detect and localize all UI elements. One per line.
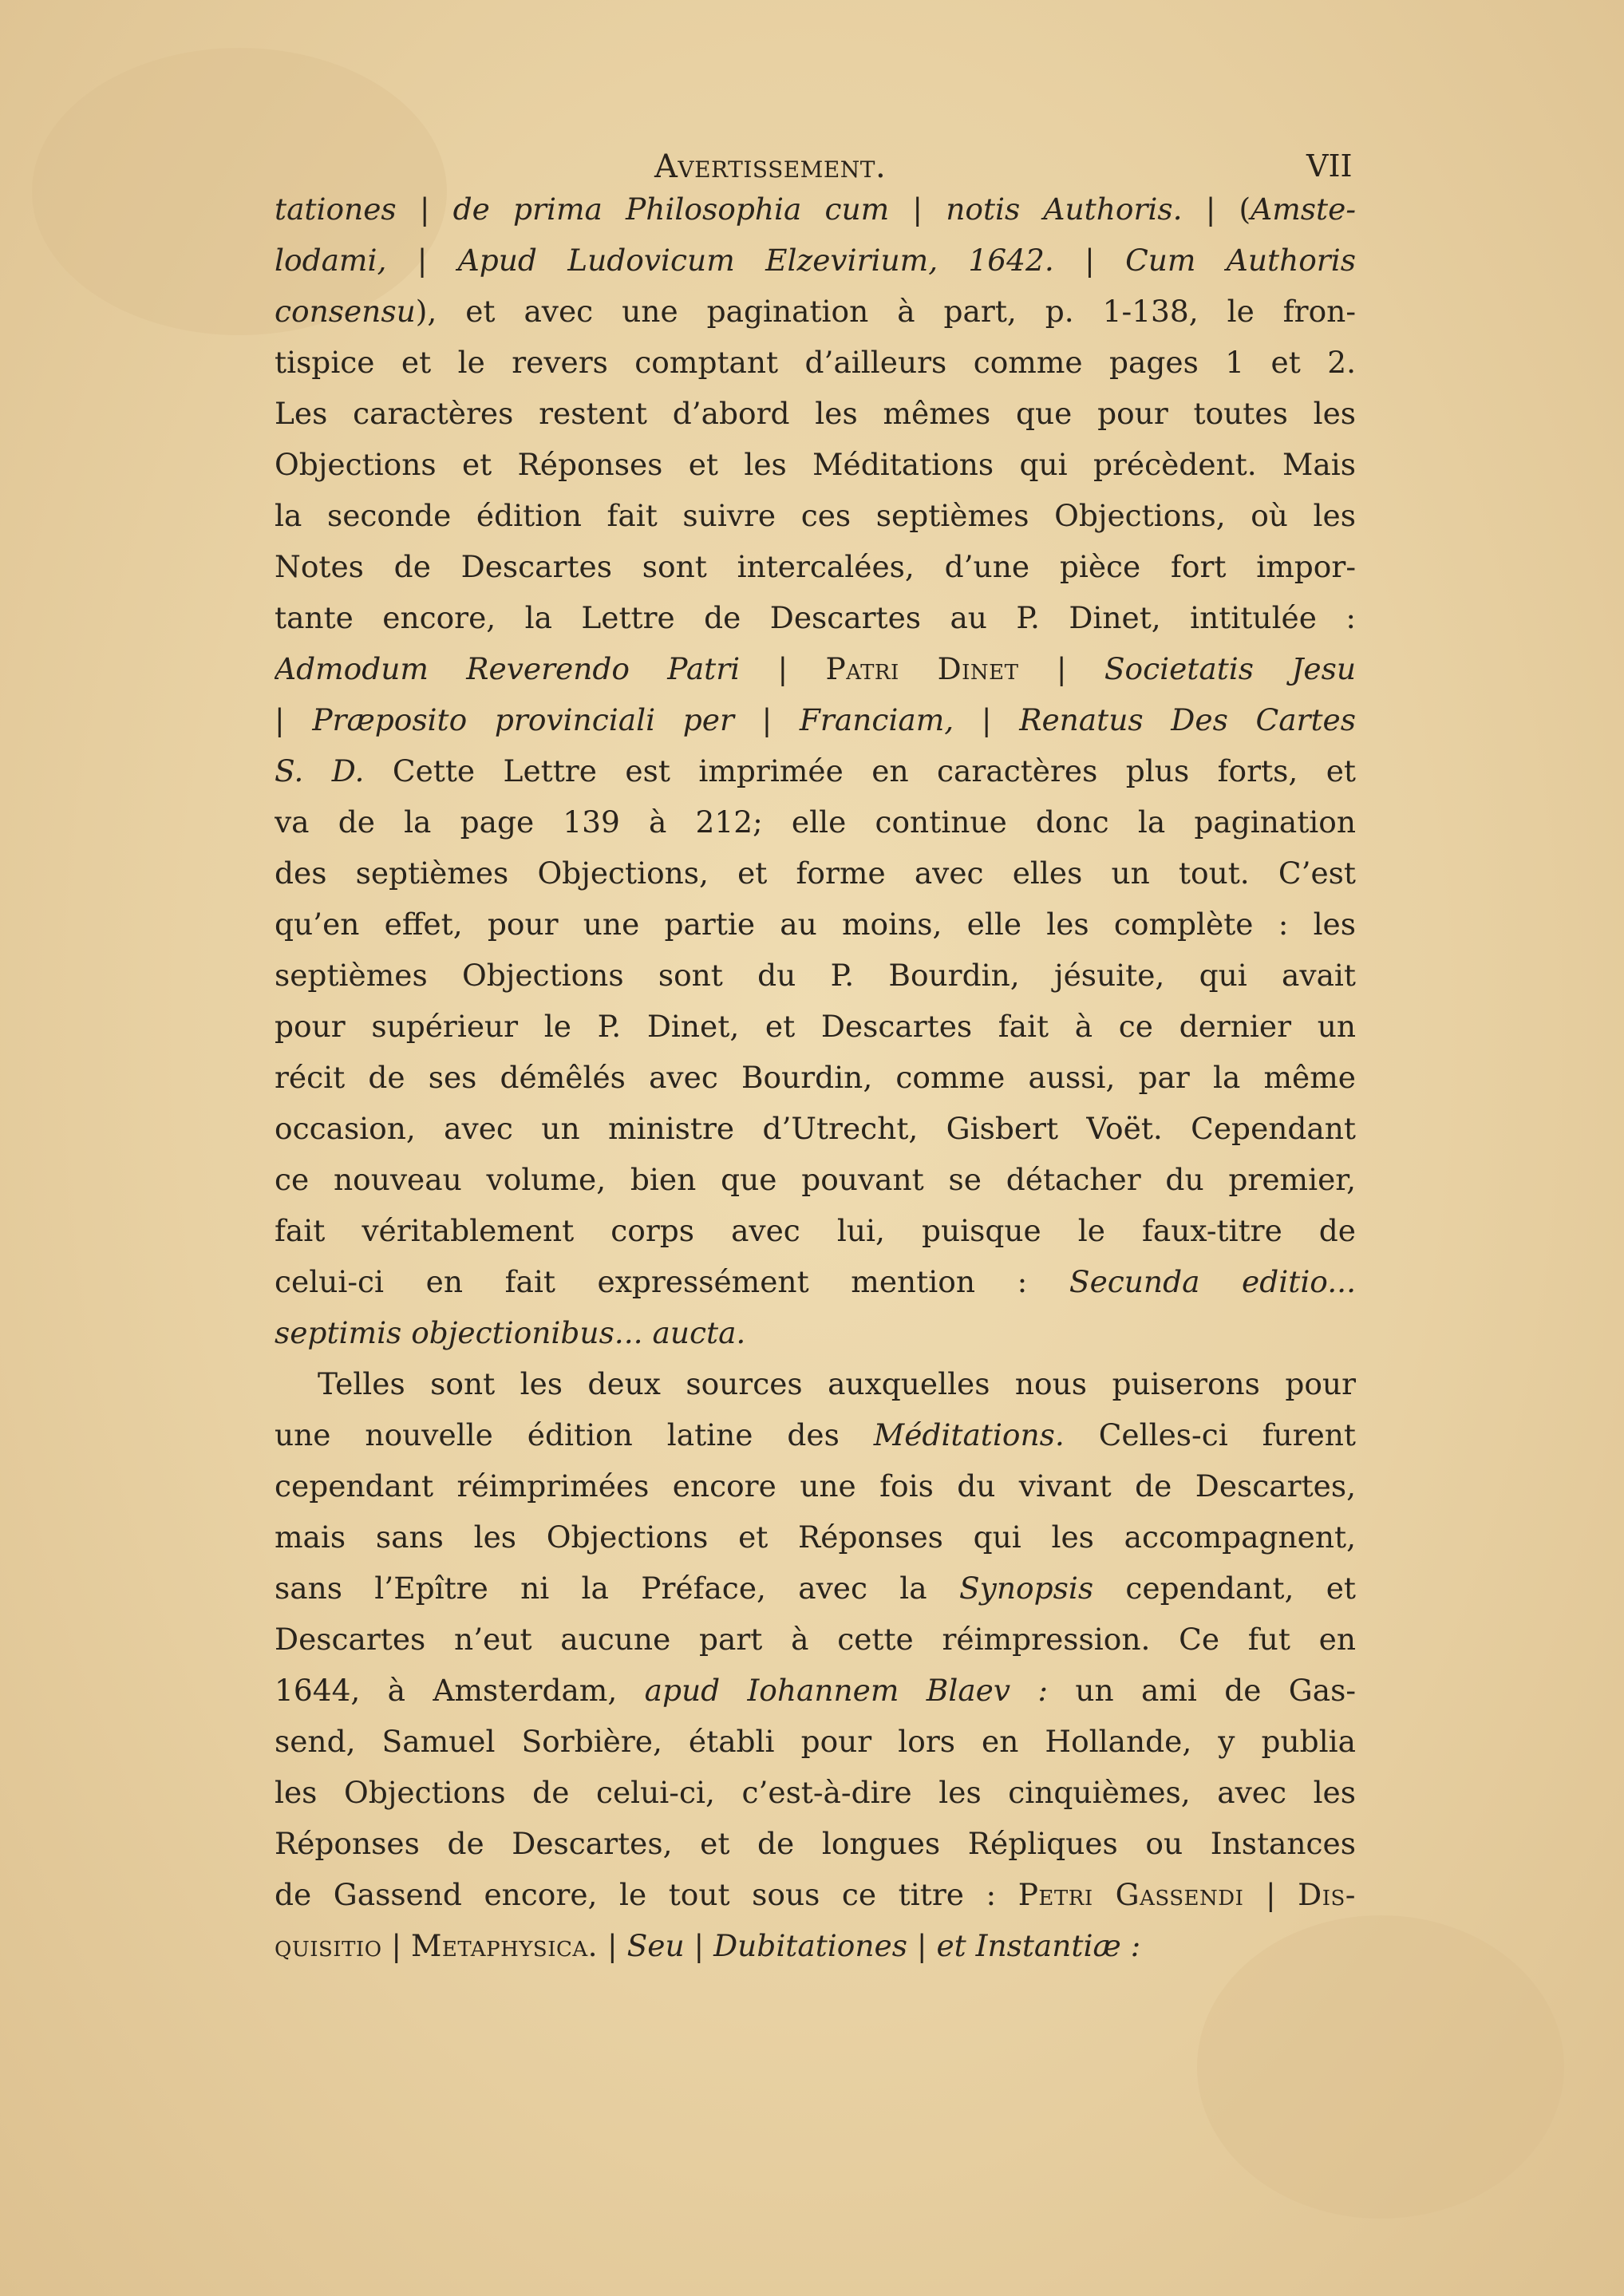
text-segment: tante encore, la Lettre de Descartes au P. Dinet, intitulée : xyxy=(275,600,1356,635)
text-segment: Dubitationes xyxy=(713,1928,907,1963)
text-segment: | xyxy=(386,243,458,278)
text-line xyxy=(275,286,1356,337)
text-segment: une nouvelle édition latine des xyxy=(275,1417,874,1452)
text-segment: occasion, avec un ministre d’Utrecht, Gisbert Voët. Cependant xyxy=(275,1111,1356,1146)
text-segment: | xyxy=(396,192,453,227)
text-segment: Franciam, xyxy=(799,702,954,737)
text-line xyxy=(275,1307,1356,1358)
text-segment: | xyxy=(907,1928,937,1963)
running-head-title: Avertissement. xyxy=(654,148,887,185)
text-line xyxy=(275,1869,1356,1920)
text-segment: la seconde édition fait suivre ces septièmes Objections, où les xyxy=(275,498,1356,533)
text-line xyxy=(275,1358,1356,1409)
text-line xyxy=(275,541,1356,592)
text-line xyxy=(275,388,1356,439)
text-segment: S. D. xyxy=(275,753,365,788)
text-segment: notis Authoris. xyxy=(946,192,1183,227)
text-line xyxy=(275,490,1356,541)
text-segment: Admodum Reverendo Patri xyxy=(275,651,741,686)
text-line xyxy=(275,1460,1356,1512)
text-segment: septimis objectionibus... aucta. xyxy=(275,1315,746,1350)
text-line xyxy=(275,1205,1356,1256)
text-line xyxy=(275,694,1356,745)
text-segment: de Gassend encore, le tout sous ce titre : xyxy=(275,1877,1018,1912)
text-line xyxy=(275,1920,1356,1971)
text-segment: Cum Authoris xyxy=(1125,243,1356,278)
text-line xyxy=(275,235,1356,286)
text-segment: Descartes n’eut aucune part à cette réimpression. Ce fut en xyxy=(275,1622,1356,1657)
text-segment: quisitio xyxy=(275,1928,382,1963)
text-segment: va de la page 139 à 212; elle continue donc la pagination xyxy=(275,804,1356,840)
text-segment: | xyxy=(1053,243,1126,278)
text-line xyxy=(275,1563,1356,1614)
text-segment: Objections et Réponses et les Méditations qui précèdent. Mais xyxy=(275,447,1356,482)
text-line xyxy=(275,439,1356,490)
text-line xyxy=(275,796,1356,848)
text-segment: send, Samuel Sorbière, établi pour lors en Hollande, y publia xyxy=(275,1724,1356,1759)
text-segment: Réponses de Descartes, et de longues Répliques ou Instances xyxy=(275,1826,1356,1861)
text-segment: Societatis Jesu xyxy=(1104,651,1356,686)
text-segment: tispice et le revers comptant d’ailleurs comme pages 1 et 2. xyxy=(275,345,1356,380)
text-segment: septièmes Objections sont du P. Bourdin, jésuite, qui avait xyxy=(275,958,1356,993)
text-segment: consensu xyxy=(275,294,416,329)
text-segment: | xyxy=(598,1928,627,1963)
text-segment: Apud Ludovicum Elzevirium, 1642. xyxy=(457,243,1054,278)
text-segment: cependant réimprimées encore une fois du vivant de Descartes, xyxy=(275,1468,1356,1504)
text-segment: Petri Gassendi xyxy=(1017,1877,1244,1912)
text-segment: | xyxy=(740,651,826,686)
text-segment: Metaphysica. xyxy=(411,1928,599,1963)
text-line xyxy=(275,643,1356,694)
text-segment: récit de ses démêlés avec Bourdin, comme aussi, par la même xyxy=(275,1060,1356,1095)
text-line xyxy=(275,1716,1356,1767)
text-line xyxy=(275,1052,1356,1103)
text-segment: Dis- xyxy=(1298,1877,1356,1912)
text-segment: tationes xyxy=(275,192,397,227)
text-segment: qu’en effet, pour une partie au moins, elle les complète : les xyxy=(275,907,1356,942)
text-line xyxy=(275,1154,1356,1205)
text-segment: Méditations. xyxy=(873,1417,1065,1452)
text-segment: apud Iohannem Blaev : xyxy=(644,1673,1049,1708)
text-line xyxy=(275,950,1356,1001)
text-line xyxy=(275,848,1356,899)
text-segment: des septièmes Objections, et forme avec elles un tout. C’est xyxy=(275,856,1356,891)
text-segment: Præposito provinciali per xyxy=(312,702,734,737)
text-segment: Renatus Des Cartes xyxy=(1019,702,1356,737)
text-segment: Synopsis xyxy=(958,1571,1094,1606)
text-segment: cependant, et xyxy=(1093,1571,1356,1606)
text-segment: 1644, à Amsterdam, xyxy=(275,1673,645,1708)
text-segment: pour supérieur le P. Dinet, et Descartes fait à ce dernier un xyxy=(275,1009,1356,1044)
text-segment: Secunda editio... xyxy=(1069,1264,1356,1299)
text-segment: Patri Dinet xyxy=(825,651,1019,686)
text-line xyxy=(275,1409,1356,1460)
text-segment: Telles sont les deux sources auxquelles nous puiserons pour xyxy=(318,1366,1356,1401)
text-segment: Seu xyxy=(626,1928,685,1963)
text-line xyxy=(275,592,1356,643)
text-line xyxy=(275,337,1356,388)
text-segment: un ami de Gas- xyxy=(1048,1673,1356,1708)
text-segment: fait véritablement corps avec lui, puisque le faux-titre de xyxy=(275,1213,1356,1248)
text-line xyxy=(275,1512,1356,1563)
text-segment: les Objections de celui-ci, c’est-à-dire les cinquièmes, avec les xyxy=(275,1775,1356,1810)
text-segment: Notes de Descartes sont intercalées, d’une pièce fort impor- xyxy=(275,549,1356,584)
text-segment: mais sans les Objections et Réponses qui les accompagnent, xyxy=(275,1519,1356,1555)
text-line xyxy=(275,1665,1356,1716)
text-line xyxy=(275,1767,1356,1818)
text-segment: | xyxy=(889,192,946,227)
text-segment: lodami, xyxy=(275,243,387,278)
text-segment: | xyxy=(684,1928,714,1963)
text-segment: de prima Philosophia cum xyxy=(452,192,890,227)
text-line xyxy=(275,899,1356,950)
text-segment: | xyxy=(954,702,1020,737)
text-segment: celui-ci en fait expressément mention : xyxy=(275,1264,1069,1299)
text-segment: Cette Lettre est imprimée en caractères plus forts, et xyxy=(364,753,1356,788)
text-segment: ce nouveau volume, bien que pouvant se détacher du premier, xyxy=(275,1162,1356,1197)
text-segment: Les caractères restent d’abord les mêmes que pour toutes les xyxy=(275,396,1356,431)
text-segment: et Instantiæ : xyxy=(936,1928,1141,1963)
text-segment: | xyxy=(1243,1877,1298,1912)
text-line xyxy=(275,1818,1356,1869)
text-line xyxy=(275,1103,1356,1154)
text-segment: | xyxy=(1018,651,1104,686)
text-line xyxy=(275,184,1356,235)
text-segment: Celles-ci furent xyxy=(1064,1417,1356,1452)
text-segment: | ( xyxy=(1182,192,1251,227)
text-line xyxy=(275,1614,1356,1665)
text-line xyxy=(275,745,1356,796)
text-segment: Amste- xyxy=(1251,192,1356,227)
text-line xyxy=(275,1001,1356,1052)
text-segment: | xyxy=(733,702,800,737)
text-segment: | xyxy=(381,1928,411,1963)
text-line xyxy=(275,1256,1356,1307)
text-segment: sans l’Epître ni la Préface, avec la xyxy=(275,1571,959,1606)
text-segment: | xyxy=(275,702,313,737)
page-number: VII xyxy=(1306,148,1353,184)
body-text xyxy=(275,184,1356,1971)
text-segment: ), et avec une pagination à part, p. 1-138, le fron- xyxy=(415,294,1356,329)
